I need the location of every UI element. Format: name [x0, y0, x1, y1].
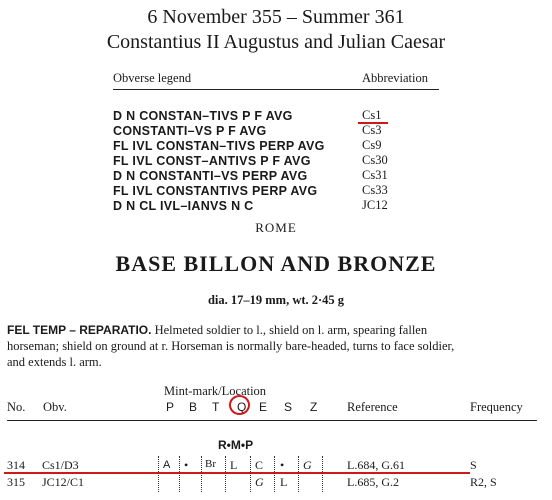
- column-divider: [179, 456, 180, 492]
- row-frequency: R2, S: [470, 475, 497, 489]
- col-frequency-header: Frequency: [470, 400, 523, 414]
- column-divider: [298, 456, 299, 492]
- legend-text: D N CONSTAN–TIVS P F AVG: [113, 109, 293, 123]
- row-reference: L.684, G.61: [347, 458, 405, 472]
- legend-abbreviation: Cs30: [362, 153, 388, 167]
- row-number: 315: [7, 475, 25, 489]
- abbreviation-header: Abbreviation: [362, 71, 428, 85]
- obverse-legend-header: Obverse legend: [113, 71, 192, 85]
- mark-cell: •: [280, 458, 285, 472]
- row-obverse: Cs1/D3: [42, 458, 79, 472]
- officina-letter: T: [212, 400, 220, 414]
- officina-letter: Z: [310, 400, 318, 414]
- coin-specs: dia. 17–19 mm, wt. 2·45 g: [207, 293, 345, 307]
- col-obv-header: Obv.: [43, 400, 67, 414]
- mark-cell: G: [303, 458, 312, 472]
- date-range: 6 November 355 – Summer 361: [147, 6, 405, 28]
- reverse-legend: FEL TEMP – REPARATIO.: [7, 323, 152, 337]
- column-divider: [225, 456, 226, 492]
- legend-text: FL IVL CONSTANTIVS PERP AVG: [113, 184, 318, 198]
- officina-letter: P: [166, 400, 175, 414]
- description-line-3: and extends l. arm.: [7, 355, 102, 369]
- rulers-title: Constantius II Augustus and Julian Caesar: [106, 31, 446, 53]
- section-title: BASE BILLON AND BRONZE: [115, 251, 437, 276]
- legend-header-rule: [113, 89, 439, 90]
- mintmark-location-header: Mint-mark/Location: [164, 384, 267, 398]
- officina-letter: Q: [237, 400, 247, 414]
- mark-cell: G: [255, 475, 264, 489]
- legend-abbreviation: Cs9: [362, 138, 382, 152]
- mark-cell: Br: [205, 458, 216, 470]
- row-obverse: JC12/C1: [42, 475, 85, 489]
- description-line-1: [7, 323, 427, 338]
- officina-letter: B: [189, 400, 198, 414]
- mark-cell: C: [255, 458, 264, 472]
- col-reference-header: Reference: [347, 400, 398, 414]
- legend-abbreviation: Cs3: [362, 123, 382, 137]
- legend-text: FL IVL CONST–ANTIVS P F AVG: [113, 154, 311, 168]
- catalog-header-rule: [7, 420, 537, 421]
- column-divider: [274, 456, 275, 492]
- cs1-red-underline: [358, 122, 388, 124]
- officina-letter: E: [259, 400, 268, 414]
- mintmark: R•M•P: [218, 438, 254, 452]
- mint-name: ROME: [255, 220, 297, 235]
- legend-abbreviation: Cs31: [362, 168, 388, 182]
- mark-cell: A: [163, 459, 171, 471]
- row-314-red-underline: [4, 472, 470, 474]
- q-red-circle: [229, 395, 250, 415]
- mark-cell: L: [230, 458, 238, 472]
- legend-text: D N CL IVL–IANVS N C: [113, 199, 254, 213]
- col-no-header: No.: [7, 400, 26, 414]
- row-reference: L.685, G.2: [347, 475, 399, 489]
- column-divider: [250, 456, 251, 492]
- row-number: 314: [7, 458, 25, 472]
- legend-abbreviation: JC12: [362, 198, 388, 212]
- legend-text: CONSTANTI–VS P F AVG: [113, 124, 267, 138]
- description-text: Helmeted soldier to l., shield on l. arm, spearing fallen: [154, 323, 428, 337]
- column-divider: [158, 456, 159, 492]
- row-frequency: S: [470, 458, 477, 472]
- legend-abbreviation: Cs1: [362, 108, 382, 122]
- column-divider: [201, 456, 202, 492]
- mark-cell: •: [184, 458, 189, 472]
- legend-text: D N CONSTANTI–VS PERP AVG: [113, 169, 308, 183]
- description-line-2: horseman; shield on ground at r. Horseman is normally bare-headed, turns to face soldier,: [7, 339, 455, 353]
- column-divider: [322, 456, 323, 492]
- officina-letter: S: [284, 400, 293, 414]
- mark-cell: L: [280, 475, 288, 489]
- legend-abbreviation: Cs33: [362, 183, 388, 197]
- legend-text: FL IVL CONSTAN–TIVS PERP AVG: [113, 139, 325, 153]
